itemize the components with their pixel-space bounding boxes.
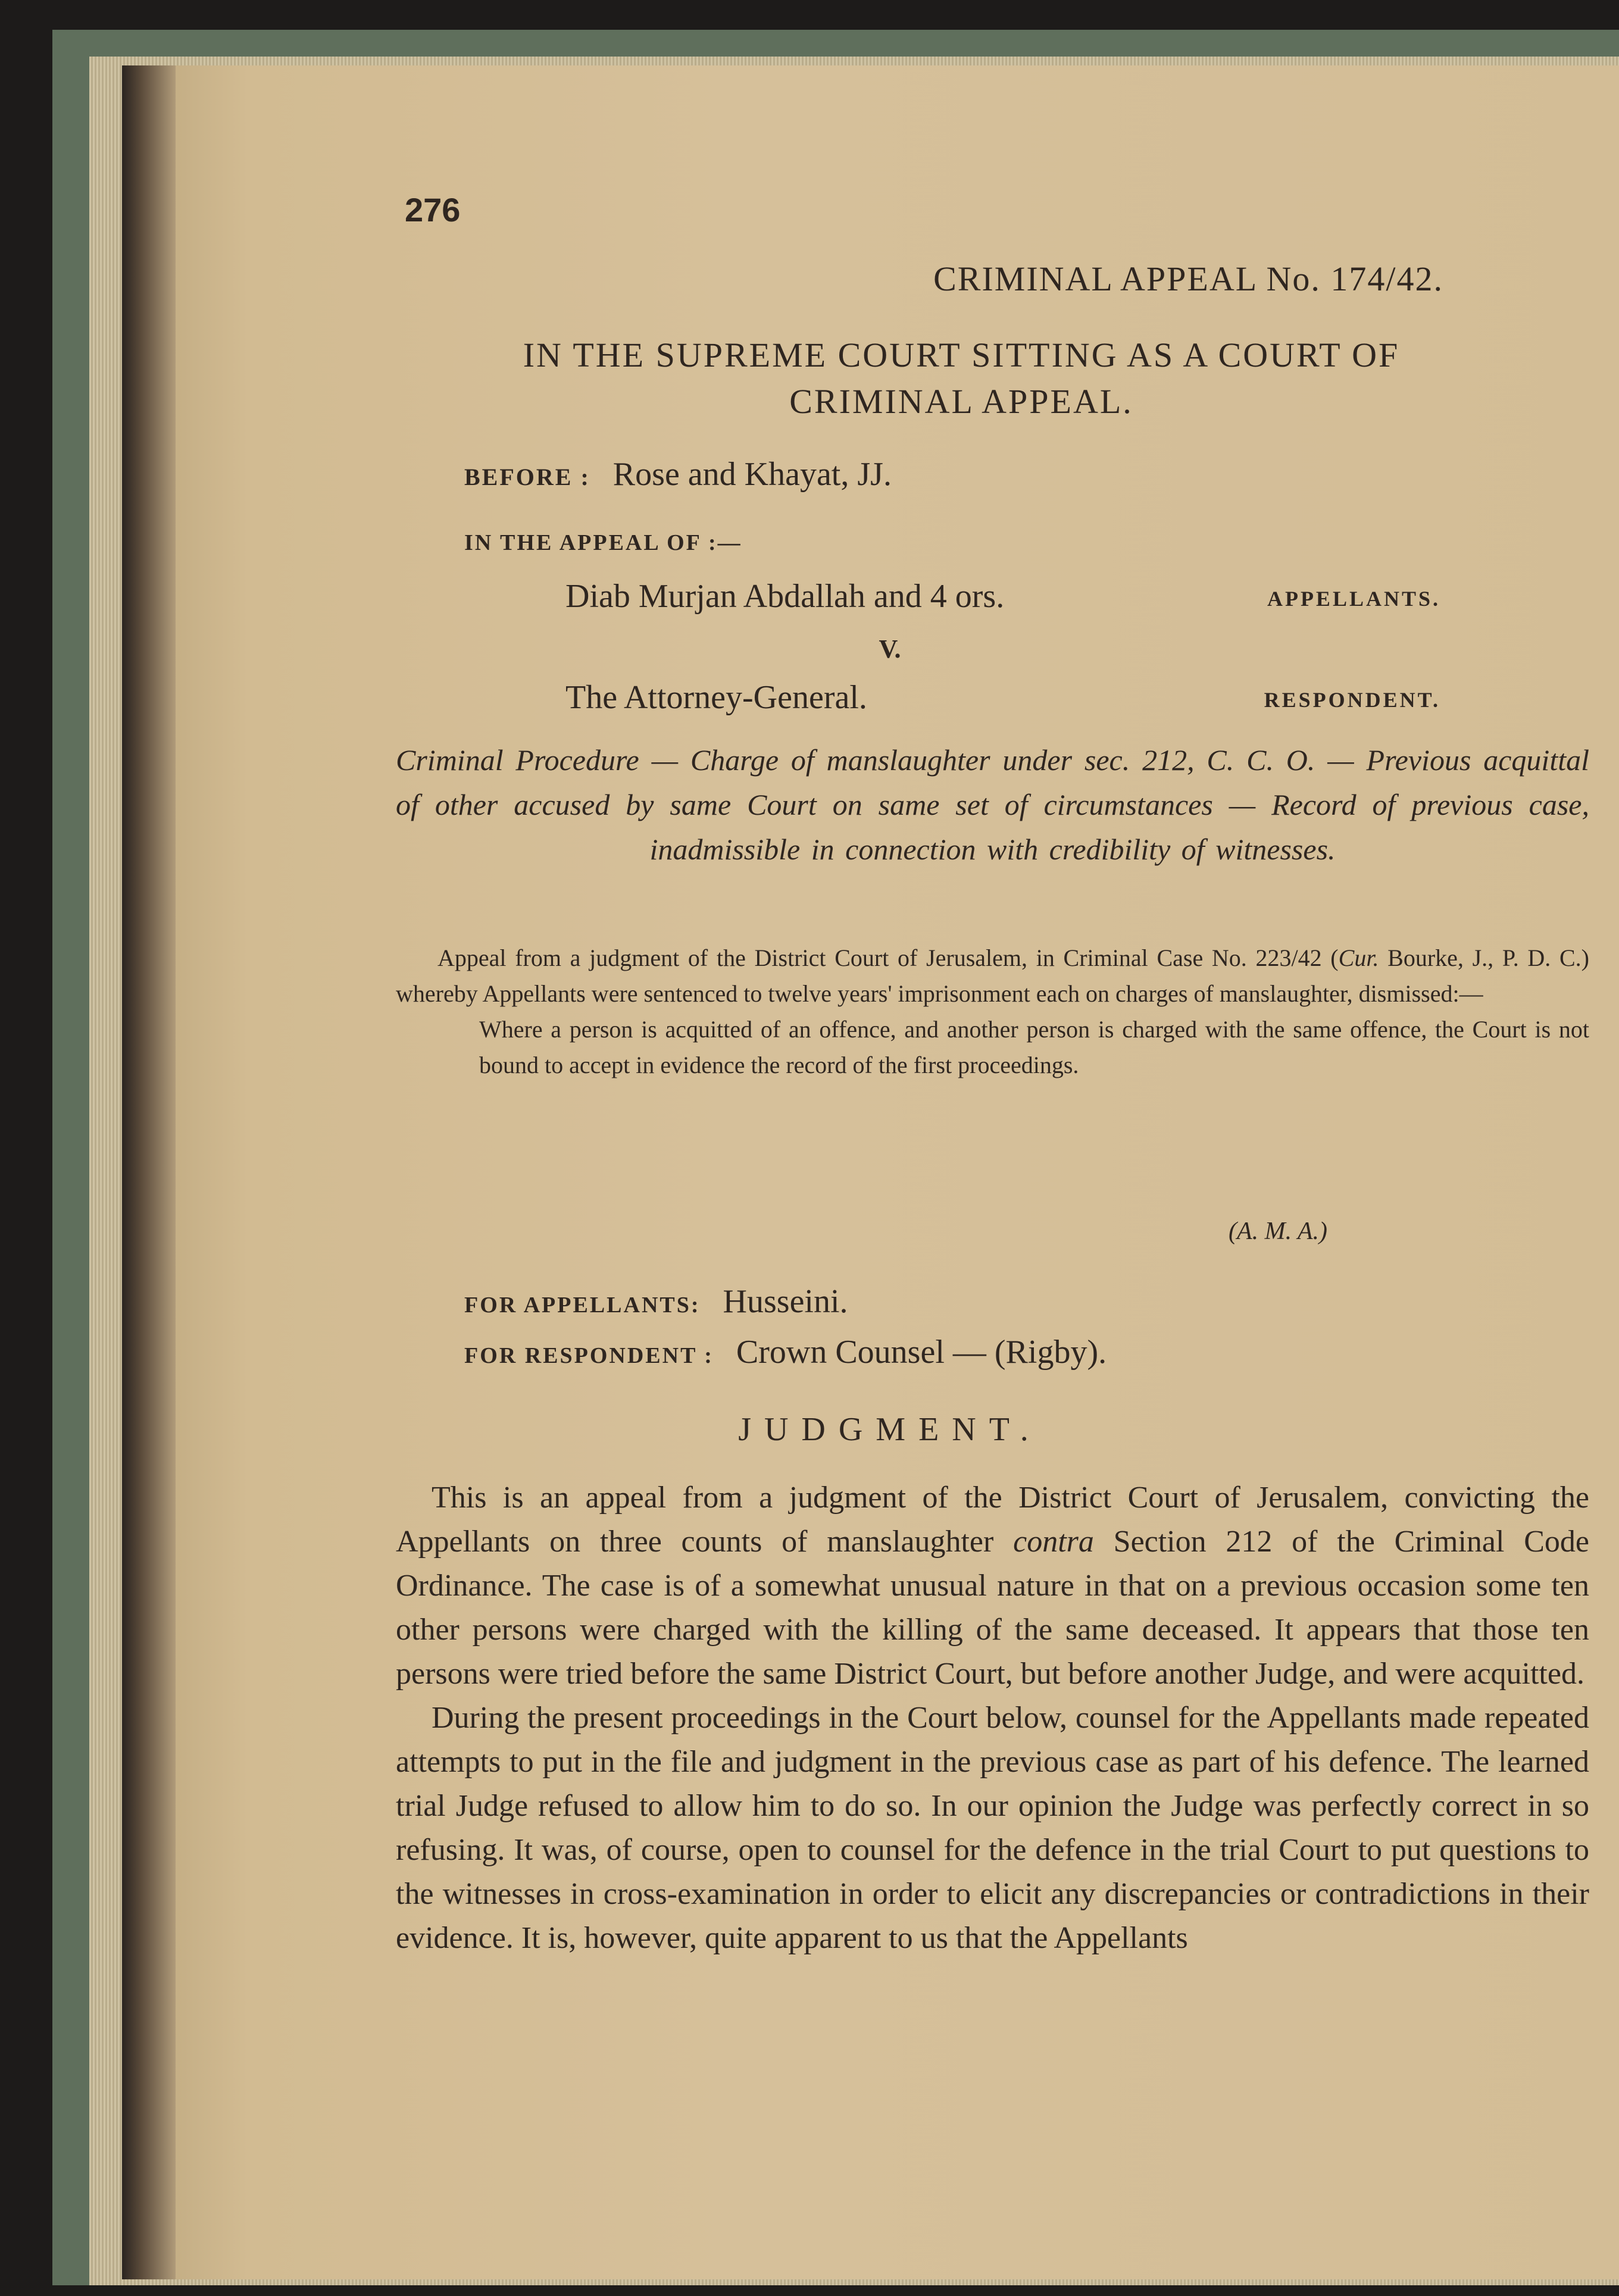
appellant-name: Diab Murjan Abdallah and 4 ors. [565, 578, 1005, 615]
headnote: Criminal Procedure — Charge of manslaughter under sec. 212, C. C. O. — Previous acquittal of other accused by same Court on same set of circumstances — Record of previous case, inadmissible in connection with credibility of witnesses. [396, 743, 1589, 866]
counsel-appellants-value: Husseini. [723, 1283, 848, 1320]
spine-shadow [122, 65, 176, 2279]
abstract-text-a: Appeal from a judgment of the District Court of Jerusalem, in Criminal Case No. 223/42 ( [437, 944, 1339, 971]
court-heading-line-1: IN THE SUPREME COURT SITTING AS A COURT OF [523, 336, 1400, 374]
abstract-paragraph-2: Where a person is acquitted of an offence, and another person is charged with the same offence, the Court is not bound to accept in evidence the record of the first proceedings. [479, 1016, 1589, 1078]
body-paragraph-2: During the present proceedings in the Court below, counsel for the Appellants made repeated attempts to put in the file and judgment in the previous case as part of his defence. The learned trial Judge refused to allow him to do so. In our opinion the Judge was perfectly correct in so refusing. It was, of course, open to counsel for the defence in the trial Court to put questions to the witnesses in cross-examination in order to elicit any discrepancies or contradictions in their evidence. It is, however, quite apparent to us that the Appellants [396, 1701, 1589, 1955]
page-number: 276 [405, 191, 461, 229]
bench [464, 455, 892, 493]
appellant-role: APPELLANTS. [1267, 587, 1440, 611]
abstract-cur: Cur. [1338, 944, 1379, 971]
respondent-role: RESPONDENT. [1264, 688, 1440, 712]
respondent-name: The Attorney-General. [565, 679, 867, 716]
court-heading [417, 332, 1506, 425]
abstract-text-b: Bourke, J., P. D. C.) whereby Appellants were sentenced to twelve years' imprisonment each on charges of manslaughter, dismissed:— [396, 944, 1590, 1007]
before-label: BEFORE : [464, 464, 590, 490]
body-paragraph-1 [396, 1476, 1589, 1696]
case-abstract [396, 940, 1589, 1083]
editor-initials: (A. M. A.) [1228, 1218, 1327, 1245]
book-page [161, 65, 1619, 2279]
in-appeal-label: IN THE APPEAL OF :— [464, 530, 742, 555]
judgment-body [396, 1476, 1589, 1960]
counsel-respondent-label: FOR RESPONDENT : [464, 1343, 714, 1368]
court-heading-line-2: CRIMINAL APPEAL. [789, 382, 1133, 421]
body-p1-text-a: This is an appeal from a judgment of the District Court of Jerusalem, convicting the Appellants on three counts of manslaughter [396, 1481, 1589, 1559]
counsel-respondent-value: Crown Counsel — (Rigby). [736, 1334, 1107, 1371]
body-p1-contra: contra [1013, 1525, 1094, 1559]
counsel-respondent [464, 1333, 1107, 1371]
counsel-appellants-label: FOR APPELLANTS: [464, 1293, 701, 1318]
abstract-paragraph-1 [396, 940, 1589, 1012]
case-number: CRIMINAL APPEAL No. 174/42. [933, 259, 1443, 298]
versus: V. [879, 634, 901, 664]
judges: Rose and Khayat, JJ. [612, 456, 892, 493]
judgment-heading: JUDGMENT. [738, 1411, 1042, 1448]
body-p1-text-b: Section 212 of the Criminal Code Ordinance. The case is of a somewhat unusual nature in that on a previous occasion some ten other persons were charged with the killing of the same deceased. It appears that those ten persons were tried before the same District Court, but before another Judge, and were acquitted. [396, 1525, 1589, 1691]
counsel-appellants [464, 1282, 848, 1321]
